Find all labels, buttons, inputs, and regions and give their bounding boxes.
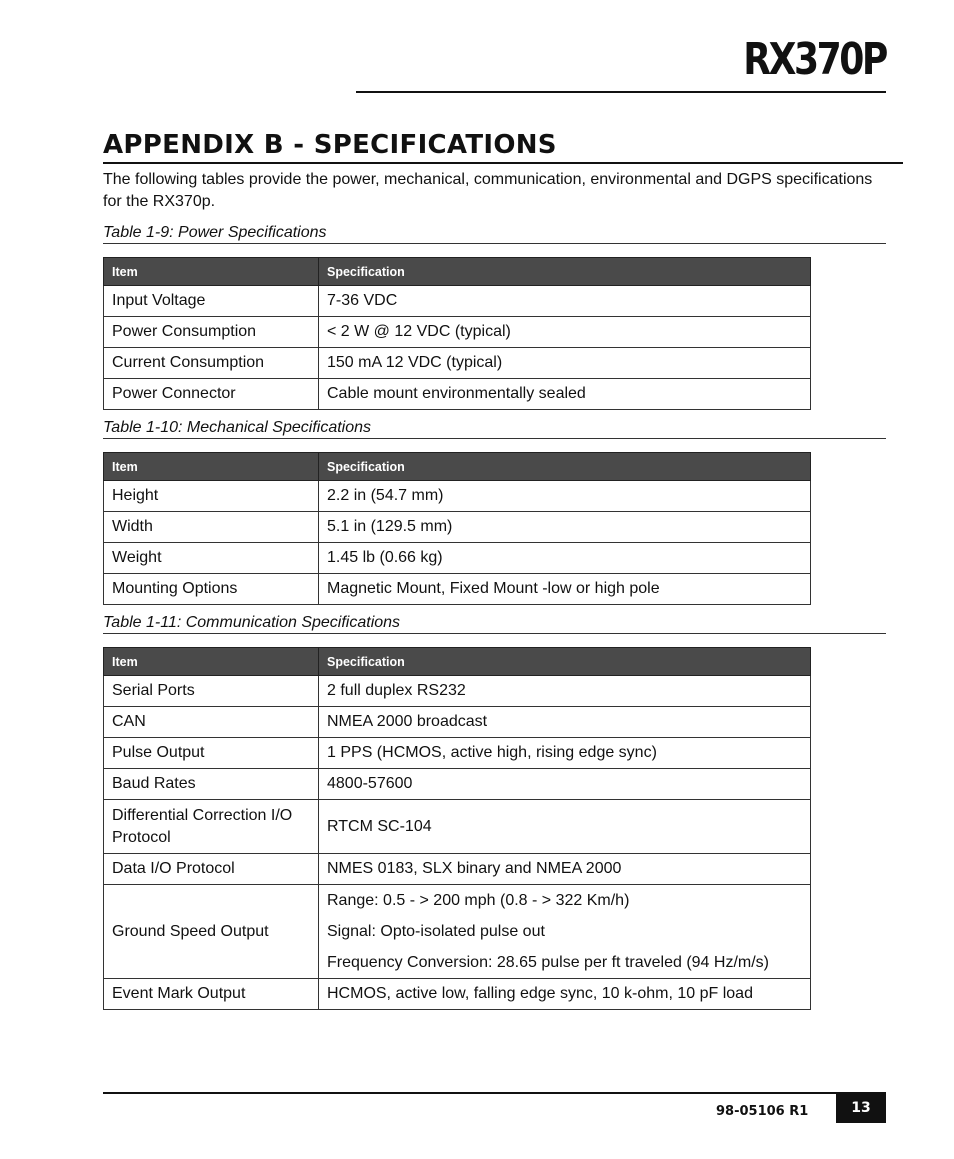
spec-cell: Magnetic Mount, Fixed Mount -low or high pole [319,574,811,605]
column-header-item: Item [104,453,319,481]
table-row [104,854,811,885]
spec-cell: HCMOS, active low, falling edge sync, 10 k-ohm, 10 pF load [319,979,811,1010]
spec-cell: Cable mount environmentally sealed [319,379,811,410]
document-number: 98-05106 R1 [716,1104,809,1119]
spec-cell: 1.45 lb (0.66 kg) [319,543,811,574]
table-row [104,512,811,543]
spec-cell: 150 mA 12 VDC (typical) [319,348,811,379]
table-header-row [104,453,811,481]
spec-cell: 4800-57600 [319,769,811,800]
intro-paragraph: The following tables provide the power, mechanical, communication, environmental and DGPS specifications for the RX370p. [103,171,873,210]
table-row [104,317,811,348]
item-cell: Data I/O Protocol [104,854,319,885]
spec-cell: NMES 0183, SLX binary and NMEA 2000 [319,854,811,885]
footer-rule [103,1092,886,1094]
item-cell: Current Consumption [104,348,319,379]
table-row [104,348,811,379]
spec-line: Signal: Opto-isolated pulse out [327,923,545,940]
table-row [104,286,811,317]
column-header-item: Item [104,258,319,286]
spec-cell: < 2 W @ 12 VDC (typical) [319,317,811,348]
table-row [104,769,811,800]
title-rule [103,162,903,164]
table-row [104,676,811,707]
spec-cell: 2.2 in (54.7 mm) [319,481,811,512]
item-cell: Differential Correction I/O Protocol [104,800,319,854]
spec-cell: 7-36 VDC [319,286,811,317]
spec-cell: 1 PPS (HCMOS, active high, rising edge sync) [319,738,811,769]
item-cell: Input Voltage [104,286,319,317]
item-cell: Height [104,481,319,512]
table-row [104,738,811,769]
item-cell: Baud Rates [104,769,319,800]
spec-cell: NMEA 2000 broadcast [319,707,811,738]
header-rule [356,91,886,93]
table-row [104,885,811,979]
table-row [104,800,811,854]
table-row [104,707,811,738]
item-cell: Event Mark Output [104,979,319,1010]
item-cell: Power Connector [104,379,319,410]
page-title: APPENDIX B - SPECIFICATIONS [103,130,557,160]
item-cell: Power Consumption [104,317,319,348]
item-cell: Mounting Options [104,574,319,605]
spec-line: Range: 0.5 - > 200 mph (0.8 - > 322 Km/h) [327,892,630,909]
table-caption-mechanical: Table 1-10: Mechanical Specifications [103,419,886,439]
table-row [104,574,811,605]
item-cell: Serial Ports [104,676,319,707]
power-spec-table [103,257,811,410]
table-header-row [104,648,811,676]
column-header-item: Item [104,648,319,676]
spec-cell [319,885,811,979]
mechanical-spec-table [103,452,811,605]
table-header-row [104,258,811,286]
table-caption-power: Table 1-9: Power Specifications [103,224,886,244]
item-cell: Width [104,512,319,543]
item-cell: Pulse Output [104,738,319,769]
page-number: 13 [836,1093,886,1123]
communication-spec-table [103,647,811,1010]
table-row [104,979,811,1010]
column-header-specification: Specification [319,453,811,481]
item-cell: Ground Speed Output [104,885,319,979]
spec-cell: 5.1 in (129.5 mm) [319,512,811,543]
spec-cell: RTCM SC-104 [319,800,811,854]
table-caption-communication: Table 1-11: Communication Specifications [103,614,886,634]
table-row [104,379,811,410]
item-cell: Weight [104,543,319,574]
table-row [104,543,811,574]
column-header-specification: Specification [319,648,811,676]
brand-logo: RX370P [743,34,886,85]
item-cell: CAN [104,707,319,738]
column-header-specification: Specification [319,258,811,286]
spec-line: Frequency Conversion: 28.65 pulse per ft traveled (94 Hz/m/s) [327,954,769,971]
table-row [104,481,811,512]
spec-cell: 2 full duplex RS232 [319,676,811,707]
